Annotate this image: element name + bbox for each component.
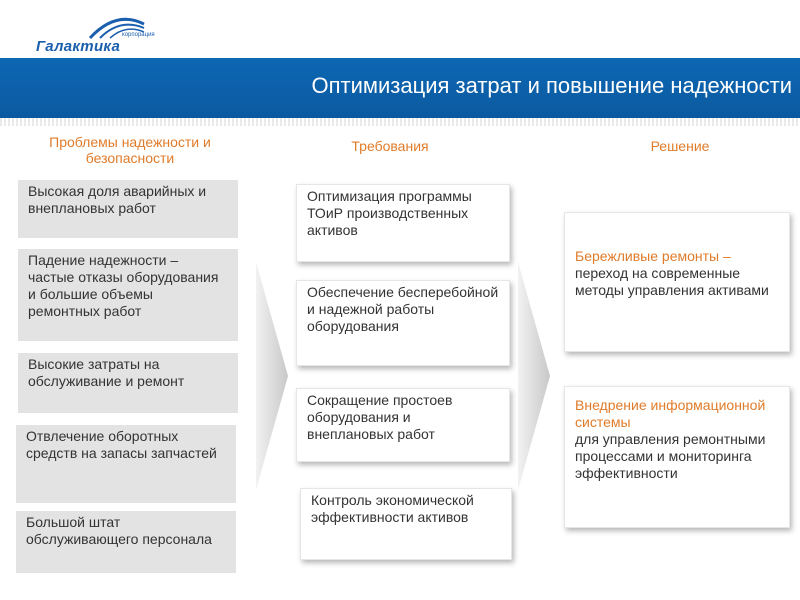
chevron-right-icon: [256, 262, 290, 490]
solution-item: [564, 386, 790, 528]
chevron-right-icon: [518, 262, 552, 490]
problem-item: Высокая доля аварийных и внеплановых работ: [18, 180, 238, 238]
requirement-item: Обеспечение бесперебойной и надежной работы оборудования: [296, 280, 510, 366]
decorative-stripe: [0, 118, 800, 126]
requirement-item: Оптимизация программы ТОиР производственных активов: [296, 184, 510, 262]
problem-item: Высокие затраты на обслуживание и ремонт: [18, 353, 238, 413]
requirement-item: Контроль экономической эффективности активов: [300, 488, 512, 560]
solution-text: переход на современные методы управления активами: [575, 265, 769, 298]
title-band: [0, 58, 800, 118]
problem-item: Падение надежности – частые отказы оборудования и большие объемы ремонтных работ: [18, 249, 238, 341]
solution-item: [564, 212, 790, 352]
solution-highlight: Внедрение информационной системы: [575, 397, 766, 430]
solution-highlight: Бережливые ремонты –: [575, 248, 731, 264]
solution-text: для управления ремонтными процессами и мониторинга эффективности: [575, 431, 766, 481]
page-title: Оптимизация затрат и повышение надежности: [311, 73, 792, 98]
requirement-item: Сокращение простоев оборудования и внеплановых работ: [296, 388, 510, 462]
problem-item: Отвлечение оборотных средств на запасы запчастей: [16, 425, 236, 503]
logo-tagline: корпорация: [122, 32, 155, 38]
problems-heading: Проблемы надежности и безопасности: [49, 134, 211, 166]
problem-item: Большой штат обслуживающего персонала: [16, 511, 236, 573]
requirements-heading: Требования: [351, 138, 429, 154]
logo-name: Галактика: [36, 38, 121, 55]
company-logo: [36, 14, 156, 54]
solution-heading: Решение: [650, 138, 710, 154]
